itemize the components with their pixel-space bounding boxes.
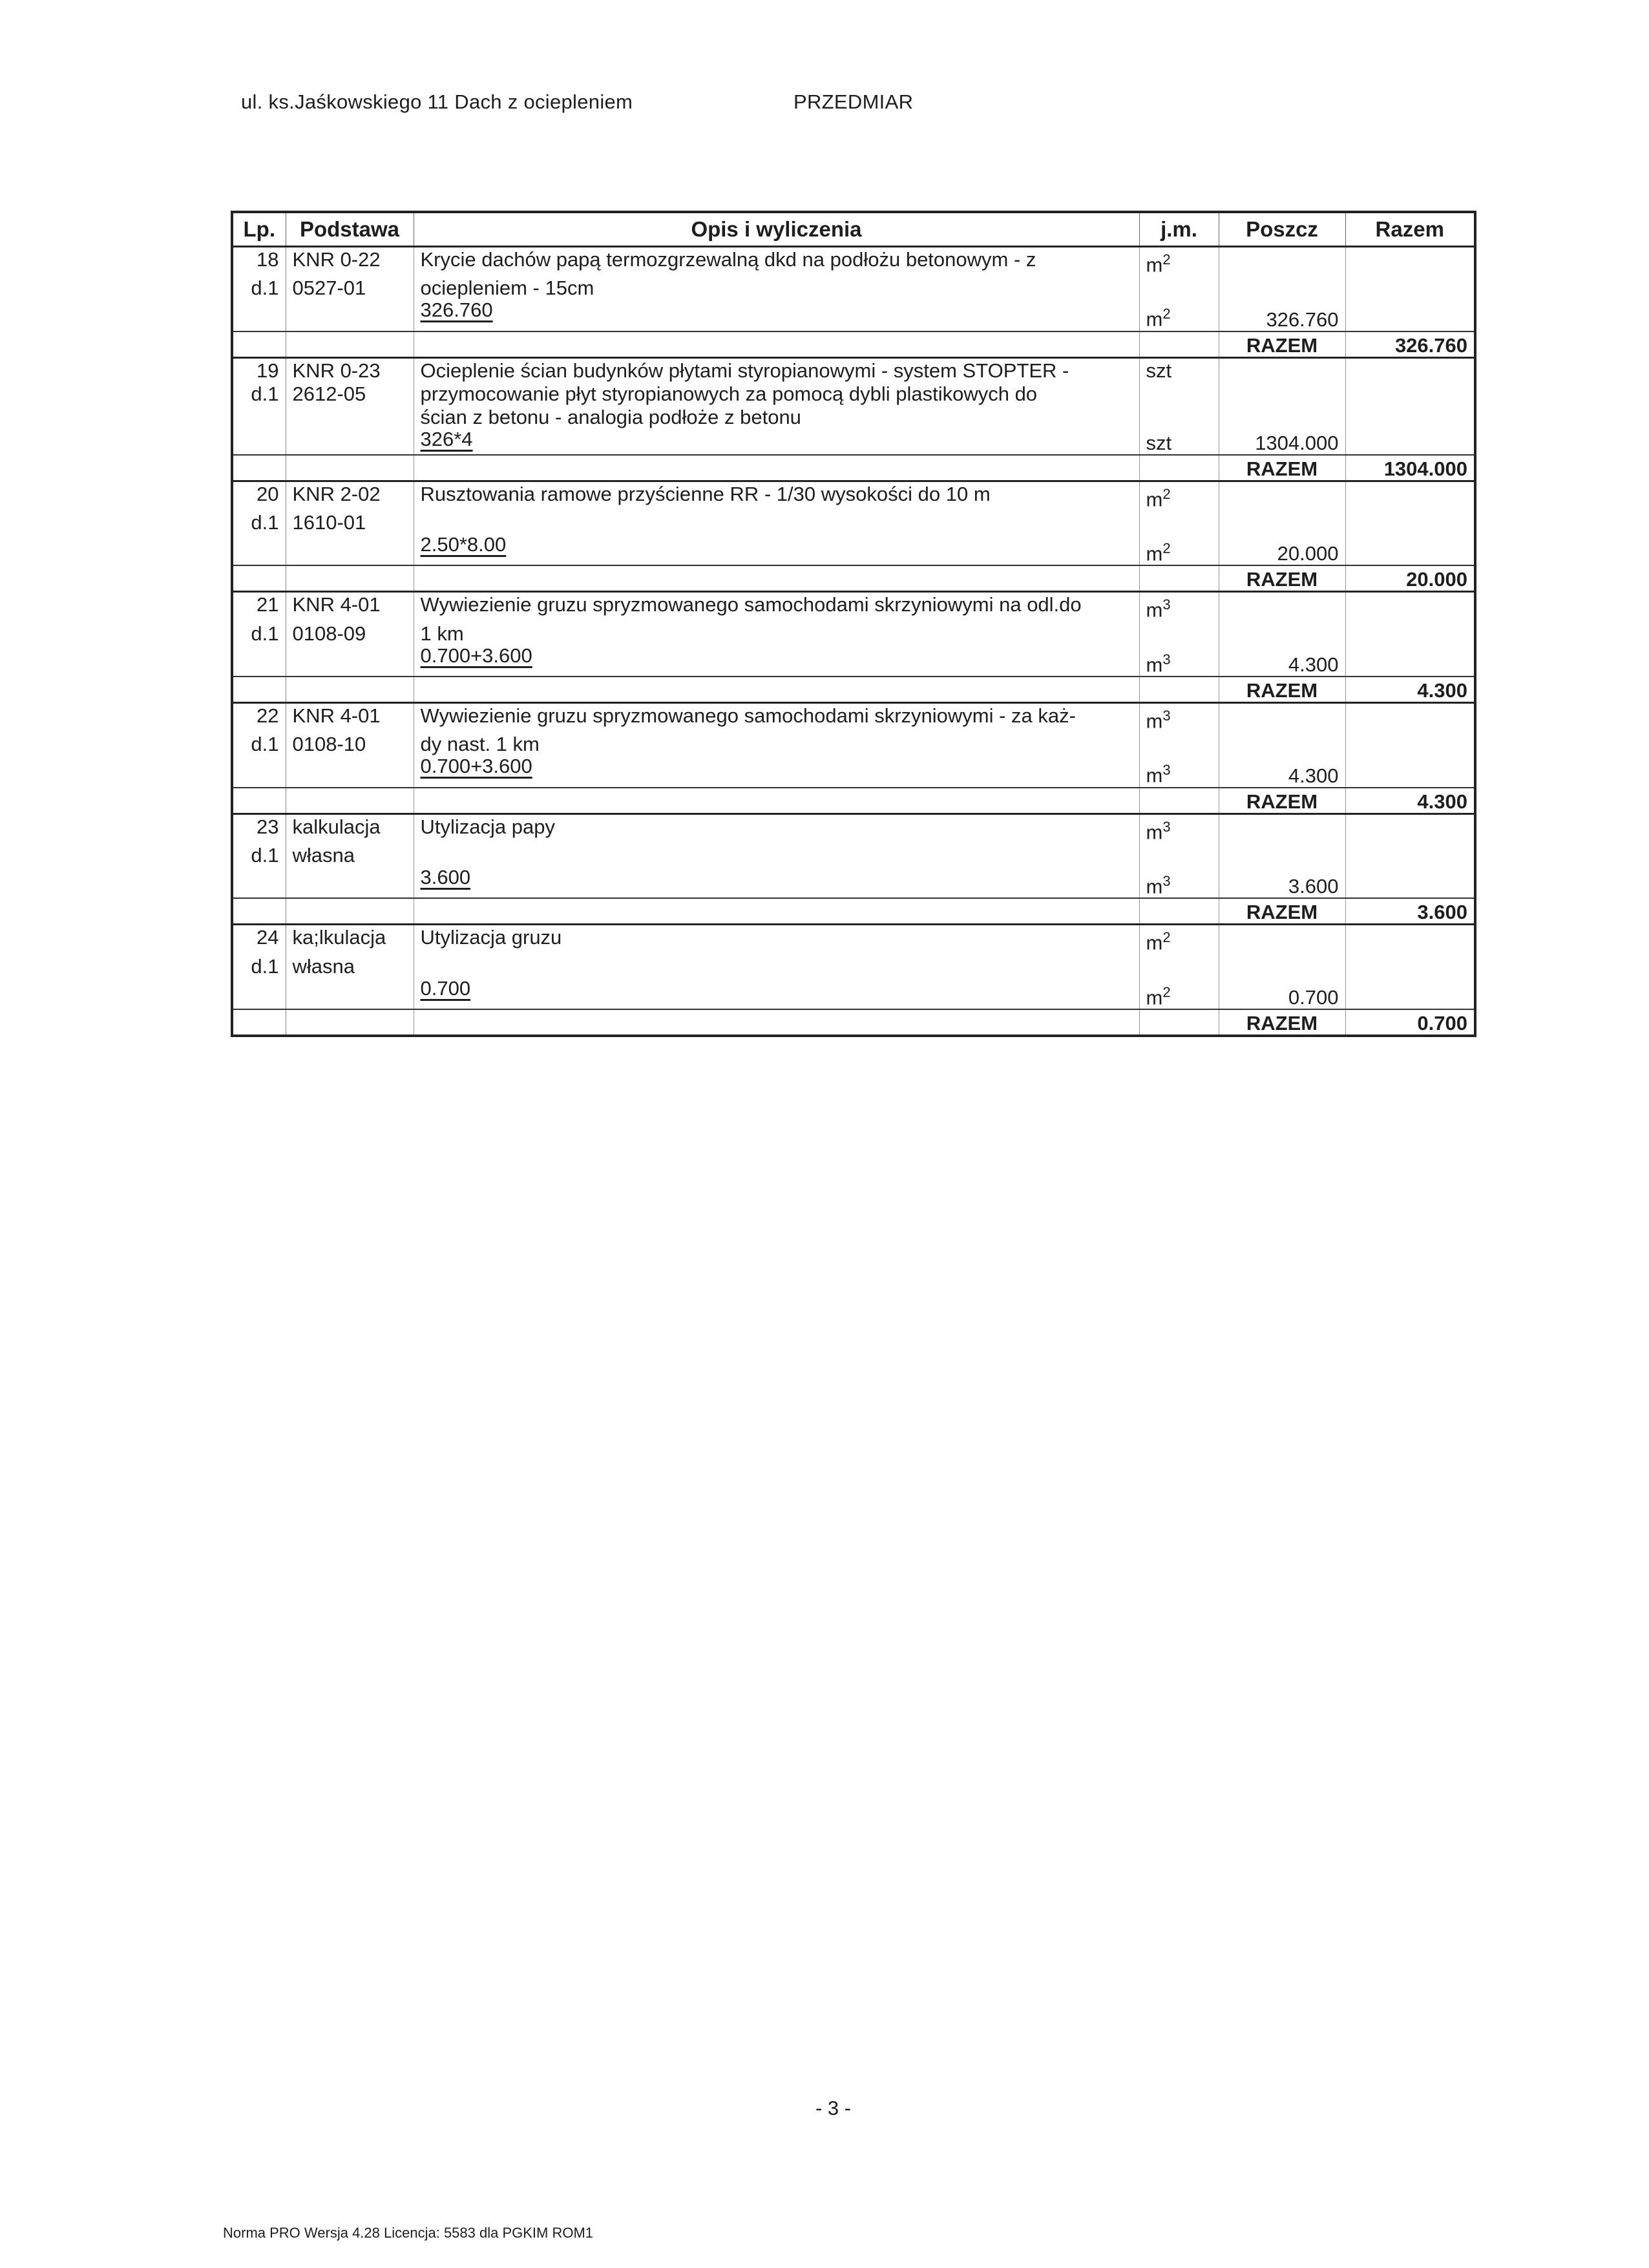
calc-unit: $m^2$ [1139, 534, 1219, 565]
item-number-sub: d.1 [232, 622, 286, 645]
item-basis: KNR 2-02 [286, 481, 414, 510]
sum-empty [232, 1009, 286, 1036]
table-row [232, 481, 1475, 510]
unit-exponent: 3 [1162, 762, 1171, 779]
table-row-sum [232, 677, 1475, 703]
calc-formula-text: 3.600 [420, 865, 471, 888]
item-description: 1 km [414, 622, 1139, 645]
unit-exponent: 3 [1162, 707, 1171, 724]
calc-unit: $m^2$ [1139, 299, 1219, 331]
item-total [1345, 925, 1475, 954]
table-row-sum [232, 331, 1475, 358]
footer-license: Norma PRO Wersja 4.28 Licencja: 5583 dla PGKIM ROM1 [223, 2225, 594, 2241]
item-description [414, 510, 1139, 534]
calc-formula [414, 299, 1139, 331]
sum-empty [414, 1009, 1139, 1036]
item-unit [1139, 382, 1219, 405]
item-basis: kalkulacja [286, 814, 414, 843]
sum-value: 1304.000 [1345, 455, 1475, 481]
item-basis: własna [286, 843, 414, 866]
item-total [1345, 357, 1475, 382]
item-number: 22 [232, 702, 286, 732]
table-row-calculation [232, 866, 1475, 898]
item-total [1345, 247, 1475, 277]
item-basis: 2612-05 [286, 382, 414, 405]
calc-formula [414, 978, 1139, 1009]
table-row [232, 247, 1475, 277]
item-total [1345, 622, 1475, 645]
table-row-sum [232, 455, 1475, 481]
item-unit [1139, 276, 1219, 299]
calc-empty [1345, 866, 1475, 898]
calc-empty [286, 645, 414, 677]
sum-empty [232, 898, 286, 925]
item-unit: szt [1139, 357, 1219, 382]
item-partial [1219, 382, 1345, 405]
sum-empty [286, 788, 414, 814]
item-description: Rusztowania ramowe przyścienne RR - 1/30 wysokości do 10 m [414, 481, 1139, 510]
table-row-calculation [232, 299, 1475, 331]
calc-empty [1345, 534, 1475, 565]
sum-empty [232, 677, 286, 703]
table-row-sum [232, 898, 1475, 925]
przedmiar-table [231, 211, 1476, 1037]
sum-empty [414, 898, 1139, 925]
calc-formula-text: 0.700 [420, 976, 471, 1000]
item-unit [1139, 954, 1219, 978]
item-total [1345, 814, 1475, 843]
item-number-sub [232, 405, 286, 428]
item-description: Wywiezienie gruzu spryzmowanego samochodami skrzyniowymi na odl.do [414, 592, 1139, 622]
item-total [1345, 843, 1475, 866]
sum-label: RAZEM [1219, 331, 1345, 358]
item-description: przymocowanie płyt styropianowych za pomocą dybli plastikowych do [414, 382, 1139, 405]
calc-value: 4.300 [1219, 755, 1345, 787]
sum-empty [1139, 455, 1219, 481]
item-total [1345, 732, 1475, 755]
item-total [1345, 276, 1475, 299]
table-row [232, 622, 1475, 645]
calc-empty [1345, 645, 1475, 677]
item-number: 19 [232, 357, 286, 382]
item-total [1345, 592, 1475, 622]
calc-empty [286, 428, 414, 455]
item-unit [1139, 622, 1219, 645]
calc-empty [1345, 755, 1475, 787]
calc-value: 4.300 [1219, 645, 1345, 677]
sum-label: RAZEM [1219, 565, 1345, 592]
table-row [232, 405, 1475, 428]
unit-exponent: 2 [1162, 929, 1171, 946]
calc-value: 0.700 [1219, 978, 1345, 1009]
item-partial [1219, 702, 1345, 732]
item-number-sub: d.1 [232, 382, 286, 405]
table-row-sum [232, 1009, 1475, 1036]
calc-value: 20.000 [1219, 534, 1345, 565]
unit-exponent: 3 [1162, 596, 1171, 613]
sum-empty [286, 677, 414, 703]
sum-label: RAZEM [1219, 788, 1345, 814]
table-body [232, 247, 1475, 1036]
item-number: 21 [232, 592, 286, 622]
item-unit: $m^2$ [1139, 481, 1219, 510]
item-total [1345, 481, 1475, 510]
calc-empty [232, 978, 286, 1009]
item-number: 23 [232, 814, 286, 843]
table-row [232, 276, 1475, 299]
item-partial [1219, 843, 1345, 866]
unit-exponent: 2 [1162, 540, 1171, 556]
item-description [414, 843, 1139, 866]
item-total [1345, 510, 1475, 534]
column-header-jm: j.m. [1139, 212, 1219, 247]
document-type: PRZEDMIAR [793, 90, 914, 113]
item-partial [1219, 925, 1345, 954]
item-unit [1139, 510, 1219, 534]
item-basis: KNR 0-23 [286, 357, 414, 382]
table-row [232, 382, 1475, 405]
item-total [1345, 954, 1475, 978]
table-row-sum [232, 565, 1475, 592]
item-description: ścian z betonu - analogia podłoże z betonu [414, 405, 1139, 428]
item-basis: 0108-10 [286, 732, 414, 755]
table-row-calculation [232, 755, 1475, 787]
item-number-sub: d.1 [232, 843, 286, 866]
calc-formula-text: 0.700+3.600 [420, 755, 532, 778]
unit-exponent: 2 [1162, 306, 1171, 322]
sum-empty [1139, 331, 1219, 358]
unit-exponent: 2 [1162, 983, 1171, 1000]
sum-label: RAZEM [1219, 677, 1345, 703]
item-total [1345, 382, 1475, 405]
sum-value: 20.000 [1345, 565, 1475, 592]
column-header-razem: Razem [1345, 212, 1475, 247]
sum-empty [1139, 677, 1219, 703]
calc-unit: $m^2$ [1139, 978, 1219, 1009]
item-partial [1219, 814, 1345, 843]
calc-empty [286, 534, 414, 565]
item-basis: KNR 0-22 [286, 247, 414, 277]
item-partial [1219, 592, 1345, 622]
calc-formula [414, 428, 1139, 455]
sum-empty [1139, 1009, 1219, 1036]
calc-empty [232, 866, 286, 898]
calc-empty [232, 534, 286, 565]
table-header-row [232, 212, 1475, 247]
calc-value: 1304.000 [1219, 428, 1345, 455]
calc-empty [286, 299, 414, 331]
item-number: 20 [232, 481, 286, 510]
sum-value: 4.300 [1345, 788, 1475, 814]
item-partial [1219, 357, 1345, 382]
item-number-sub: d.1 [232, 954, 286, 978]
sum-empty [414, 331, 1139, 358]
item-unit: $m^2$ [1139, 247, 1219, 277]
sum-empty [286, 898, 414, 925]
item-description: ociepleniem - 15cm [414, 276, 1139, 299]
table-row [232, 843, 1475, 866]
calc-empty [286, 866, 414, 898]
item-partial [1219, 405, 1345, 428]
item-description: Wywiezienie gruzu spryzmowanego samochodami skrzyniowymi - za każ- [414, 702, 1139, 732]
item-description [414, 954, 1139, 978]
column-header-podstawa: Podstawa [286, 212, 414, 247]
sum-value: 326.760 [1345, 331, 1475, 358]
table-row [232, 814, 1475, 843]
sum-empty [286, 455, 414, 481]
sum-empty [414, 455, 1139, 481]
sum-empty [1139, 565, 1219, 592]
item-unit: $m^3$ [1139, 814, 1219, 843]
sum-empty [1139, 788, 1219, 814]
table-row [232, 592, 1475, 622]
sum-empty [232, 331, 286, 358]
item-partial [1219, 247, 1345, 277]
sum-label: RAZEM [1219, 1009, 1345, 1036]
item-basis: 0527-01 [286, 276, 414, 299]
item-unit [1139, 405, 1219, 428]
sum-empty [286, 331, 414, 358]
item-unit: $m^3$ [1139, 702, 1219, 732]
item-description: Utylizacja gruzu [414, 925, 1139, 954]
sum-empty [232, 788, 286, 814]
calc-formula-text: 326.760 [420, 299, 493, 322]
table-row-sum [232, 788, 1475, 814]
calc-unit: $m^3$ [1139, 866, 1219, 898]
item-basis: 1610-01 [286, 510, 414, 534]
item-basis: własna [286, 954, 414, 978]
table-row-calculation [232, 978, 1475, 1009]
item-description: dy nast. 1 km [414, 732, 1139, 755]
calc-formula-text: 0.700+3.600 [420, 644, 532, 667]
calc-unit: $m^3$ [1139, 755, 1219, 787]
item-basis [286, 405, 414, 428]
table-row [232, 510, 1475, 534]
sum-empty [414, 677, 1139, 703]
calc-empty [1345, 299, 1475, 331]
item-unit [1139, 843, 1219, 866]
calc-formula [414, 645, 1139, 677]
calc-value: 3.600 [1219, 866, 1345, 898]
calc-unit: szt [1139, 428, 1219, 455]
sum-empty [414, 565, 1139, 592]
table-row [232, 925, 1475, 954]
item-partial [1219, 622, 1345, 645]
calc-formula-text: 326*4 [420, 427, 473, 450]
item-partial [1219, 954, 1345, 978]
item-description: Ocieplenie ścian budynków płytami styropianowymi - system STOPTER - [414, 357, 1139, 382]
calc-empty [286, 978, 414, 1009]
item-number: 24 [232, 925, 286, 954]
table-row-calculation [232, 428, 1475, 455]
calc-unit: $m^3$ [1139, 645, 1219, 677]
item-number-sub: d.1 [232, 510, 286, 534]
unit-exponent: 3 [1162, 872, 1171, 889]
calc-empty [286, 755, 414, 787]
item-basis: 0108-09 [286, 622, 414, 645]
calc-formula [414, 534, 1139, 565]
item-basis: KNR 4-01 [286, 592, 414, 622]
table-row [232, 702, 1475, 732]
item-partial [1219, 510, 1345, 534]
item-partial [1219, 481, 1345, 510]
unit-exponent: 3 [1162, 818, 1171, 835]
calc-formula [414, 755, 1139, 787]
sum-empty [232, 565, 286, 592]
calc-empty [1345, 978, 1475, 1009]
item-unit: $m^3$ [1139, 592, 1219, 622]
item-unit: $m^2$ [1139, 925, 1219, 954]
table-row-calculation [232, 645, 1475, 677]
item-basis: KNR 4-01 [286, 702, 414, 732]
calc-empty [1345, 428, 1475, 455]
column-header-opis: Opis i wyliczenia [414, 212, 1139, 247]
sum-empty [232, 455, 286, 481]
sum-empty [1139, 898, 1219, 925]
calc-empty [232, 755, 286, 787]
item-partial [1219, 276, 1345, 299]
unit-exponent: 2 [1162, 251, 1171, 268]
calc-value: 326.760 [1219, 299, 1345, 331]
column-header-poszcz: Poszcz [1219, 212, 1345, 247]
item-unit [1139, 732, 1219, 755]
item-total [1345, 702, 1475, 732]
item-number-sub: d.1 [232, 732, 286, 755]
item-partial [1219, 732, 1345, 755]
calc-empty [232, 645, 286, 677]
calc-formula-text: 2.50*8.00 [420, 532, 507, 556]
sum-label: RAZEM [1219, 455, 1345, 481]
sum-value: 3.600 [1345, 898, 1475, 925]
sum-empty [286, 1009, 414, 1036]
sum-value: 4.300 [1345, 677, 1475, 703]
sum-value: 0.700 [1345, 1009, 1475, 1036]
calc-formula [414, 866, 1139, 898]
unit-exponent: 2 [1162, 485, 1171, 502]
table-row [232, 954, 1475, 978]
page-number: - 3 - [815, 2097, 852, 2119]
item-description: Krycie dachów papą termozgrzewalną dkd na podłożu betonowym - z [414, 247, 1139, 277]
sum-label: RAZEM [1219, 898, 1345, 925]
table-row [232, 357, 1475, 382]
document-title: ul. ks.Jaśkowskiego 11 Dach z ociepleniem [241, 90, 633, 113]
column-header-lp: Lp. [232, 212, 286, 247]
unit-exponent: 3 [1162, 651, 1171, 667]
item-total [1345, 405, 1475, 428]
item-number: 18 [232, 247, 286, 277]
sum-empty [414, 788, 1139, 814]
item-description: Utylizacja papy [414, 814, 1139, 843]
item-number-sub: d.1 [232, 276, 286, 299]
calc-empty [232, 299, 286, 331]
calc-empty [232, 428, 286, 455]
table-row [232, 732, 1475, 755]
table-row-calculation [232, 534, 1475, 565]
sum-empty [286, 565, 414, 592]
item-basis: ka;lkulacja [286, 925, 414, 954]
